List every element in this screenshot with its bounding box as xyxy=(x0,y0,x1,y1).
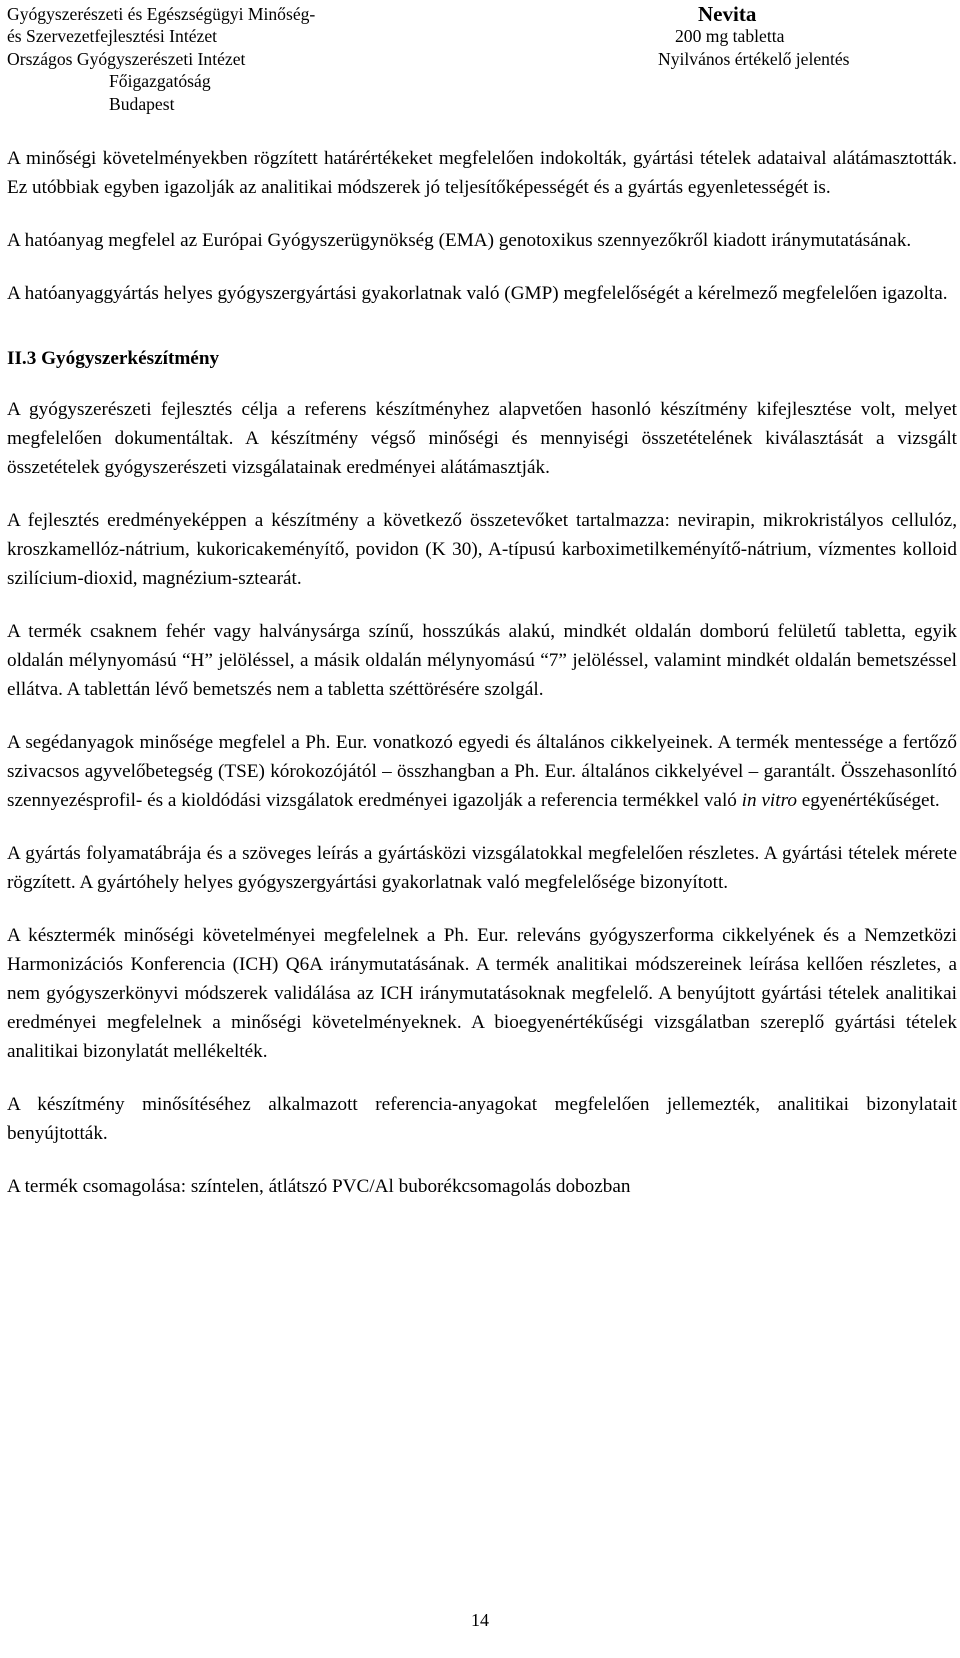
paragraph: A termék csaknem fehér vagy halványsárga színű, hosszúkás alakú, mindkét oldalán domború felületű tabletta, egyik oldalán mélynyomású “H” jelöléssel, a másik oldalán mélynyomású “7” jelöléssel, valamint mindkét oldalán bemetszéssel ellátva. A tablettán lévő bemetszés nem a tabletta széttörésére szolgál. xyxy=(7,621,957,700)
agency-line: Főigazgatóság xyxy=(109,71,211,92)
product-strength: 200 mg tabletta xyxy=(675,26,785,47)
page-number: 14 xyxy=(471,1610,489,1630)
paragraph: A gyógyszerészeti fejlesztés célja a referens készítményhez alapvetően hasonló készítmény kifejlesztése volt, melyet megfelelően dokumentáltak. A készítmény végső minőségi és mennyiségi összetételének kiválasztását a vizsgált összetételek gyógyszerészeti vizsgálatainak eredményei alátámasztják. xyxy=(7,399,957,478)
agency-line: Budapest xyxy=(109,93,175,114)
document-body xyxy=(7,144,957,1201)
product-block xyxy=(658,3,850,70)
agency-block xyxy=(7,3,315,115)
paragraph-excipients xyxy=(7,728,957,815)
italic-term: in vitro xyxy=(741,790,797,811)
report-type: Nyilvános értékelő jelentés xyxy=(658,48,850,69)
paragraph: A hatóanyag megfelel az Európai Gyógyszerügynökség (EMA) genotoxikus szennyezőkről kiadott iránymutatásának. xyxy=(7,230,912,251)
paragraph: A fejlesztés eredményeképpen a készítmény a következő összetevőket tartalmazza: nevirapin, mikrokristályos cellulóz, kroszkamellóz-nátrium, kukoricakeményítő, povidon (K 30), A-típusú karboximetilkeményítő-nátrium, vízmentes kolloid szilícium-dioxid, magnézium-sztearát. xyxy=(7,510,957,589)
paragraph: A készítmény minősítéséhez alkalmazott referencia-anyagokat megfelelően jellemezték, analitikai bizonylatait benyújtották. xyxy=(7,1094,957,1144)
paragraph: A termék csomagolása: színtelen, átlátszó PVC/Al buborékcsomagolás dobozban xyxy=(7,1176,631,1197)
paragraph: A minőségi követelményekben rögzített határértékeket megfelelően indokolták, gyártási tételek adataival alátámasztották. Ez utóbbiak egyben igazolják az analitikai módszerek jó teljesítőképességét és a gyártás egyenletességét is. xyxy=(7,148,957,198)
product-name: Nevita xyxy=(698,2,757,26)
text-run: egyenértékűséget. xyxy=(796,790,940,811)
paragraph: A hatóanyaggyártás helyes gyógyszergyártási gyakorlatnak való (GMP) megfelelőségét a kérelmező megfelelően igazolta. xyxy=(7,283,948,304)
section-heading: II.3 Gyógyszerkészítmény xyxy=(7,348,220,369)
agency-line: és Szervezetfejlesztési Intézet xyxy=(7,26,218,47)
agency-line: Országos Gyógyszerészeti Intézet xyxy=(7,48,246,69)
text-run: A segédanyagok minősége megfelel a Ph. Eur. vonatkozó egyedi és általános cikkelyeinek. A termék mentessége a fertőző szivacsos agyvelőbetegség (TSE) kórokozójától – összhangban a Ph. Eur. általános cikkelyével – garantált. Összehasonlító szennyezésprofil- és a kioldódási vizsgálatok eredményei igazolják a referencia termékkel való xyxy=(7,732,957,811)
paragraph: A gyártás folyamatábrája és a szöveges leírás a gyártásközi vizsgálatokkal megfelelően részletes. A gyártási tételek mérete rögzített. A gyártóhely helyes gyógyszergyártási gyakorlatnak való megfelelősége bizonyított. xyxy=(7,843,957,893)
paragraph: A késztermék minőségi követelményei megfelelnek a Ph. Eur. releváns gyógyszerforma cikkelyének és a Nemzetközi Harmonizációs Konferencia (ICH) Q6A iránymutatásának. A termék analitikai módszereinek leírása kellően részletes, a nem gyógyszerkönyvi módszerek validálása az ICH iránymutatásoknak megfelelő. A benyújtott gyártási tételek analitikai eredményei megfelelnek a minőségi követelményeknek. A bioegyenértékűségi vizsgálatban szereplő gyártási tételek analitikai bizonylatát mellékelték. xyxy=(7,925,957,1062)
agency-line: Gyógyszerészeti és Egészségügyi Minőség- xyxy=(7,4,316,24)
